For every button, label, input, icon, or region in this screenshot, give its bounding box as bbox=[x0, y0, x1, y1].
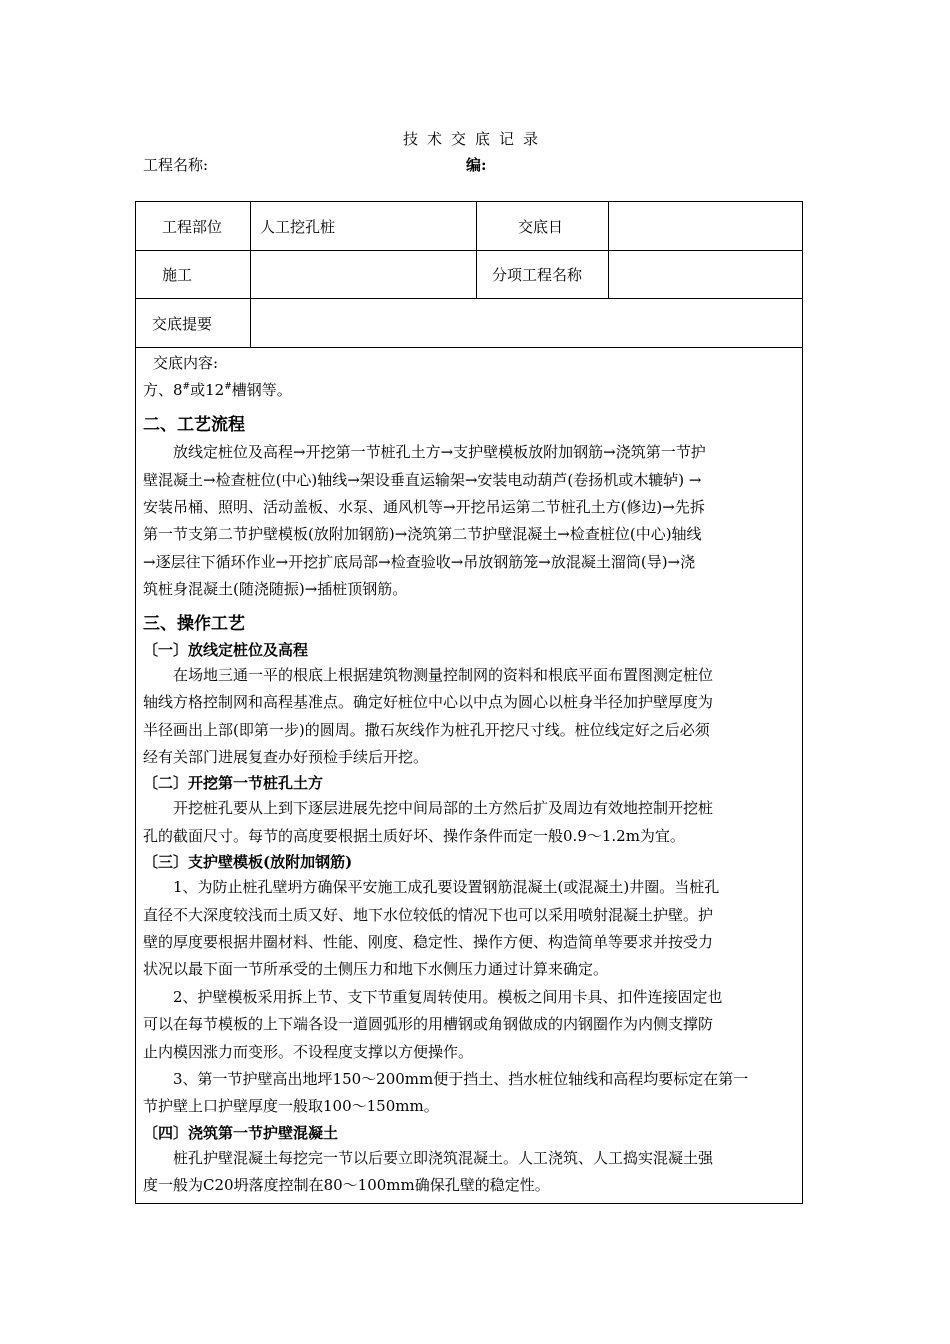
disclosure-content bbox=[143, 350, 799, 1200]
paragraph-line: 轴线方格控制网和高程基准点。确定好桩位中心以中点为圆心以桩身半径加护壁厚度为 bbox=[143, 693, 714, 712]
content-label: 交底内容: bbox=[153, 354, 219, 372]
cell-project-part-label: 工程部位 bbox=[162, 218, 223, 236]
subsection-heading: 〔一〕放线定桩位及高程 bbox=[143, 640, 309, 659]
paragraph-line: 2、护壁模板采用拆上节、支下节重复周转使用。模板之间用卡具、扣件连接固定也 bbox=[173, 987, 723, 1006]
column-divider bbox=[250, 202, 251, 347]
content-text: 槽钢等。 bbox=[231, 381, 292, 400]
paragraph-line: 半径画出上部(即第一步)的圆周。撒石灰线作为桩孔开挖尺寸线。桩位线定好之后必须 bbox=[143, 720, 710, 739]
column-divider bbox=[608, 202, 609, 298]
paragraph-line: 孔的截面尺寸。每节的高度要根据土质好坏、操作条件而定一般0.9～1.2m为宜。 bbox=[143, 826, 685, 845]
content-text: 或12 bbox=[190, 381, 225, 400]
section-heading-operation-process: 三、操作工艺 bbox=[143, 613, 245, 634]
row-divider bbox=[136, 250, 802, 251]
paragraph-line: 3、第一节护壁高出地坪150～200mm便于挡土、挡水桩位轴线和高程均要标定在第一 bbox=[173, 1069, 749, 1088]
paragraph-line: 节护壁上口护壁厚度一般取100～150mm。 bbox=[143, 1097, 439, 1116]
column-divider bbox=[476, 202, 477, 298]
cell-disclosure-date-label: 交底日 bbox=[518, 218, 564, 236]
paragraph-line: 壁的厚度要根据井圈材料、性能、刚度、稳定性、操作方便、构造简单等要求并按受力 bbox=[143, 933, 714, 952]
cell-project-part-value: 人工挖孔桩 bbox=[260, 218, 336, 236]
cell-sub-project-name-label: 分项工程名称 bbox=[492, 266, 583, 284]
paragraph-line: 1、为防止桩孔壁坍方确保平安施工成孔要设置钢筋混凝土(或混凝土)井圈。当桩孔 bbox=[173, 878, 720, 897]
paragraph-line: 度一般为C20坍落度控制在80～100mm确保孔壁的稳定性。 bbox=[143, 1176, 550, 1195]
cell-construction-label: 施工 bbox=[162, 266, 193, 284]
paragraph-line: 壁混凝土→检查桩位(中心)轴线→架设垂直运输架→安装电动葫芦(卷扬机或木辘轳) → bbox=[143, 470, 702, 489]
paragraph-line: 桩孔护壁混凝土每挖完一节以后要立即浇筑混凝土。人工浇筑、人工捣实混凝土强 bbox=[173, 1148, 714, 1167]
paragraph-line: 第一节支第二节护壁模板(放附加钢筋)→浇筑第二节护壁混凝土→检查桩位(中心)轴线 bbox=[143, 525, 702, 544]
paragraph-line: 止内模因涨力而变形。不设程度支撑以方便操作。 bbox=[143, 1042, 474, 1061]
superscript: # bbox=[224, 382, 232, 393]
section-heading-process-flow: 二、工艺流程 bbox=[143, 414, 245, 435]
paragraph-line: 在场地三通一平的根底上根据建筑物测量控制网的资料和根底平面布置图测定桩位 bbox=[173, 665, 714, 684]
document-title: 技术交底记录 bbox=[402, 130, 547, 148]
project-name-label: 工程名称: bbox=[143, 156, 209, 174]
paragraph-line: 筑桩身混凝土(随浇随振)→插桩顶钢筋。 bbox=[143, 580, 408, 599]
paragraph-line: 状况以最下面一节所承受的土侧压力和地下水侧压力通过计算来确定。 bbox=[143, 960, 609, 979]
paragraph-line: 可以在每节模板的上下端各设一道圆弧形的用槽钢或角钢做成的内钢圈作为内侧支撑防 bbox=[143, 1015, 714, 1034]
row-divider bbox=[136, 347, 802, 348]
content-line bbox=[143, 377, 799, 404]
paragraph-line: 经有关部门进展复查办好预检手续后开挖。 bbox=[143, 748, 429, 767]
paragraph-line: 直径不大深度较浅而土质又好、地下水位较低的情况下也可以采用喷射混凝土护壁。护 bbox=[143, 905, 714, 924]
cell-summary-label: 交底提要 bbox=[152, 315, 213, 333]
subsection-heading: 〔三〕支护壁模板(放附加钢筋) bbox=[143, 853, 353, 872]
row-divider bbox=[136, 298, 802, 299]
serial-label: 编: bbox=[466, 156, 487, 174]
disclosure-table bbox=[135, 201, 803, 1204]
paragraph-line: →逐层往下循环作业→开挖扩底局部→检查验收→吊放钢筋笼→放混凝土溜筒(导)→浇 bbox=[143, 552, 696, 571]
paragraph-line: 放线定桩位及高程→开挖第一节桩孔土方→支护壁模板放附加钢筋→浇筑第一节护 bbox=[173, 443, 706, 462]
paragraph-line: 开挖桩孔要从上到下逐层进展先挖中间局部的土方然后扩及周边有效地控制开挖桩 bbox=[173, 799, 714, 818]
superscript: # bbox=[182, 382, 191, 393]
subsection-heading: 〔二〕开挖第一节桩孔土方 bbox=[143, 774, 324, 793]
subsection-heading: 〔四〕浇筑第一节护壁混凝土 bbox=[143, 1123, 339, 1142]
content-text: 方、8 bbox=[143, 381, 183, 400]
paragraph-line: 安装吊桶、照明、活动盖板、水泵、通风机等→开挖吊运第二节桩孔土方(修边)→先拆 bbox=[143, 497, 705, 516]
